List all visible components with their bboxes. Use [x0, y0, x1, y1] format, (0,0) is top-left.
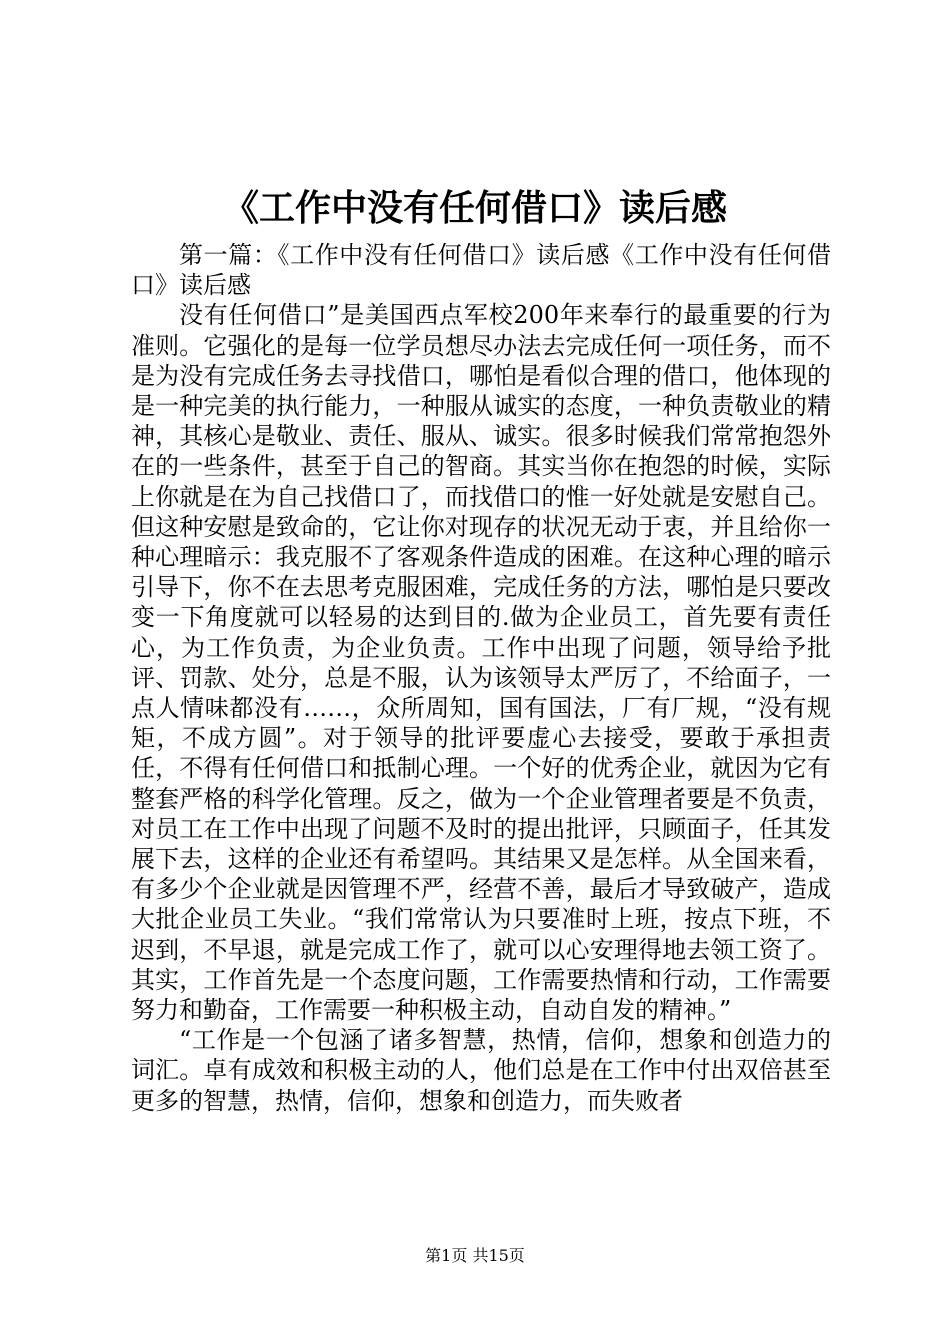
paragraph-1: 第一篇：《工作中没有任何借口》读后感《工作中没有任何借口》读后感 [131, 241, 831, 300]
paragraph-2: 没有任何借口”是美国西点军校200年来奉行的最重要的行为准则。它强化的是每一位学员想尽办法去完成任何一项任务，而不是为没有完成任务去寻找借口，哪怕是看似合理的借口，他体现的是一种完美的执行能力，一种服从诚实的态度，一种负责敬业的精神，其核心是敬业、责任、服从、诚实。很多时候我们常常抱怨外在的一些条件，甚至于自己的智商。其实当你在抱怨的时候，实际上你就是在为自己找借口了，而找借口的惟一好处就是安慰自己。但这种安慰是致命的，它让你对现存的状况无动于衷，并且给你一种心理暗示：我克服不了客观条件造成的困难。在这种心理的暗示引导下，你不在去思考克服困难，完成任务的方法，哪怕是只要改变一下角度就可以轻易的达到目的.做为企业员工，首先要有责任心，为工作负责，为企业负责。工作中出现了问题，领导给予批评、罚款、处分，总是不服，认为该领导太严厉了，不给面子，一点人情味都没有……，众所周知，国有国法，厂有厂规，“没有规矩，不成方圆”。对于领导的批评要虚心去接受，要敢于承担责任，不得有任何借口和抵制心理。一个好的优秀企业，就因为它有整套严格的科学化管理。反之，做为一个企业管理者要是不负责，对员工在工作中出现了问题不及时的提出批评，只顾面子，任其发展下去，这样的企业还有希望吗。其结果又是怎样。从全国来看，有多少个企业就是因管理不严，经营不善，最后才导致破产，造成大批企业员工失业。“我们常常认为只要准时上班，按点下班，不迟到，不早退，就是完成工作了，就可以心安理得地去领工资了。其实，工作首先是一个态度问题，工作需要热情和行动，工作需要努力和勤奋，工作需要一种积极主动，自动自发的精神。” [131, 301, 831, 1025]
document-title: 《工作中没有任何借口》读后感 [222, 187, 727, 229]
page-number-footer: 第1页 共15页 [425, 1246, 525, 1265]
paragraph-3: “工作是一个包涵了诸多智慧，热情，信仰，想象和创造力的词汇。卓有成效和积极主动的人，他们总是在工作中付出双倍甚至更多的智慧，热情，信仰，想象和创造力，而失败者 [131, 1026, 831, 1115]
document-body [131, 240, 831, 1116]
